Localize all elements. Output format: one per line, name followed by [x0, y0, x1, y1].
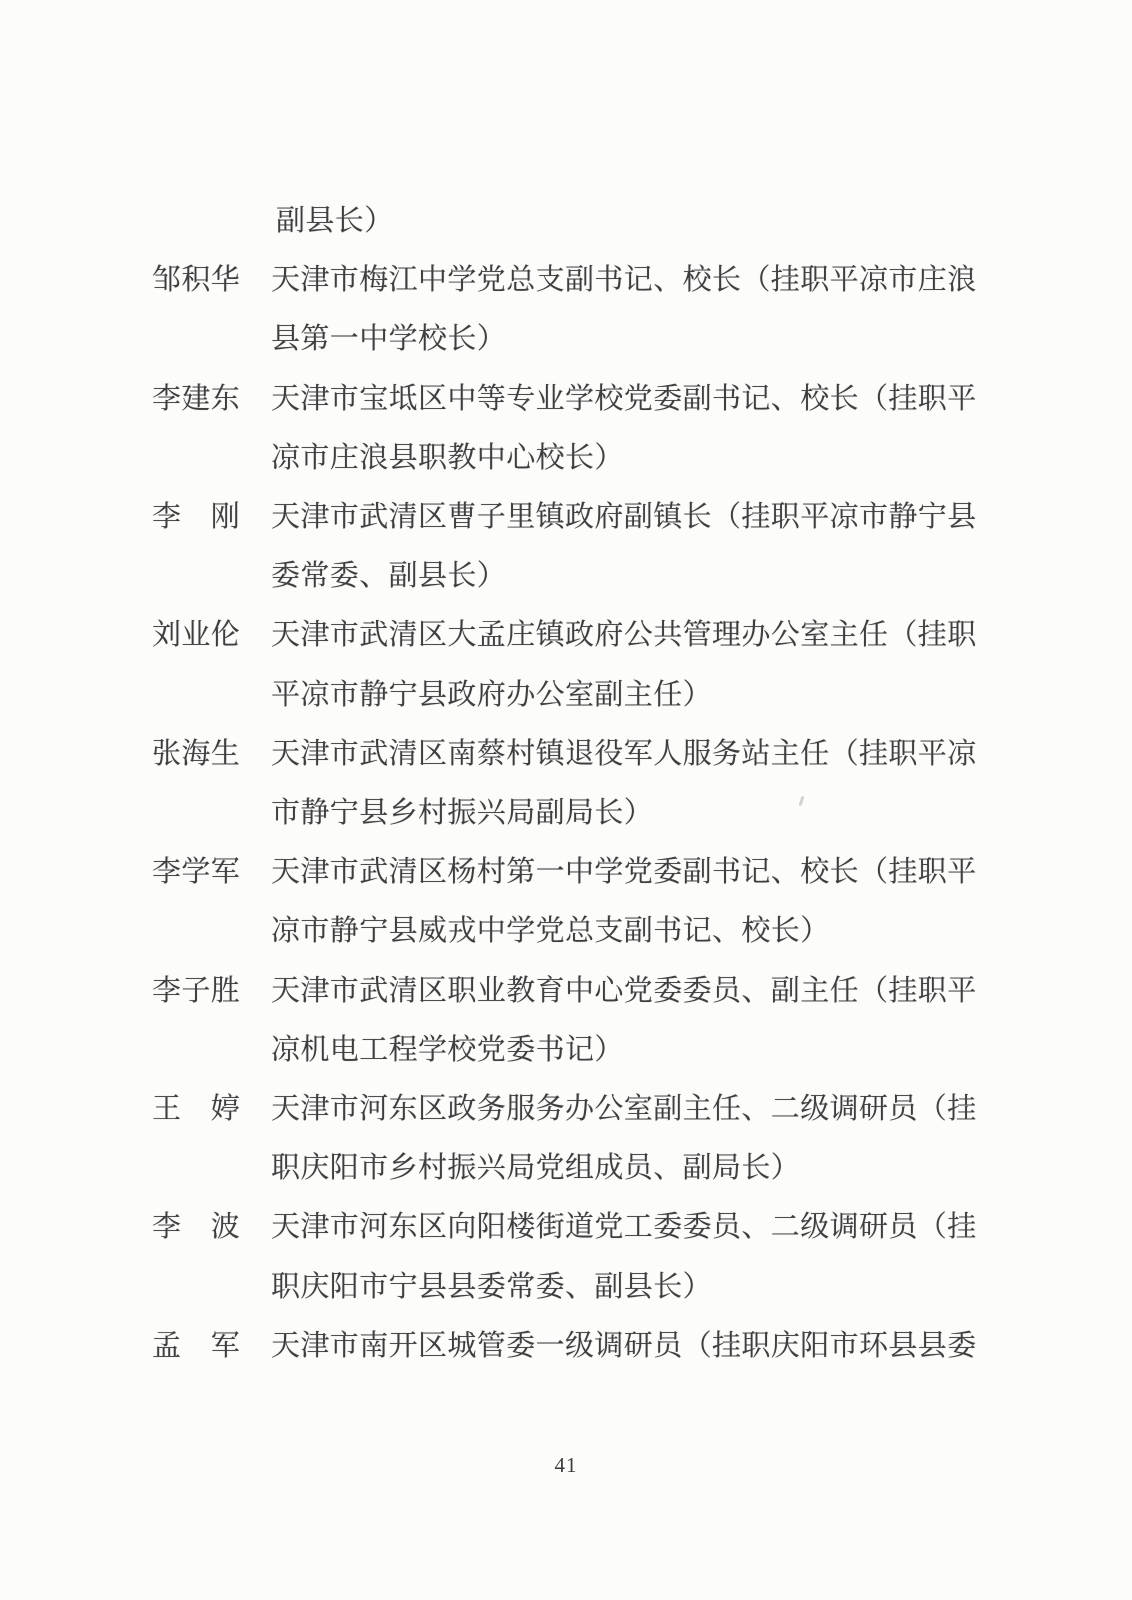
text-line: 天津市武清区大孟庄镇政府公共管理办公室主任（挂职 — [271, 619, 977, 651]
text-line: 县第一中学校长） — [271, 323, 507, 355]
text-line: 凉市庄浪县职教中心校长） — [271, 442, 624, 474]
text-line: 平凉市静宁县政府办公室副主任） — [271, 679, 713, 711]
text-line: 职庆阳市乡村振兴局党组成员、副局长） — [271, 1152, 801, 1184]
text-line: 凉机电工程学校党委书记） — [271, 1034, 624, 1066]
entry-name: 孟 军 — [152, 1330, 241, 1362]
scan-speck — [799, 796, 805, 806]
text-line: 天津市宝坻区中等专业学校党委副书记、校长（挂职平 — [271, 383, 977, 415]
text-line: 天津市南开区城管委一级调研员（挂职庆阳市环县县委 — [271, 1330, 977, 1362]
entry-name: 李建东 — [152, 383, 241, 415]
text-line: 副县长） — [276, 205, 394, 237]
entry-name: 邹积华 — [152, 264, 241, 296]
text-line: 天津市武清区曹子里镇政府副镇长（挂职平凉市静宁县 — [271, 501, 977, 533]
text-line: 天津市梅江中学党总支副书记、校长（挂职平凉市庄浪 — [271, 264, 977, 296]
text-line: 职庆阳市宁县县委常委、副县长） — [271, 1271, 713, 1303]
text-line: 凉市静宁县威戎中学党总支副书记、校长） — [271, 915, 830, 947]
text-line: 市静宁县乡村振兴局副局长） — [271, 797, 654, 829]
text-line: 天津市河东区向阳楼街道党工委委员、二级调研员（挂 — [271, 1211, 977, 1243]
entry-name: 李子胜 — [152, 975, 241, 1007]
page-number: 41 — [554, 1453, 578, 1477]
text-line: 天津市河东区政务服务办公室副主任、二级调研员（挂 — [271, 1093, 977, 1125]
entry-name: 李 波 — [152, 1211, 241, 1243]
entry-name: 李 刚 — [152, 501, 241, 533]
text-line: 天津市武清区职业教育中心党委委员、副主任（挂职平 — [271, 975, 977, 1007]
text-line: 天津市武清区南蔡村镇退役军人服务站主任（挂职平凉 — [271, 738, 977, 770]
entry-name: 王 婷 — [152, 1093, 241, 1125]
text-line: 委常委、副县长） — [271, 560, 507, 592]
entry-name: 李学军 — [152, 856, 241, 888]
entry-name: 刘业伦 — [152, 619, 241, 651]
entry-name: 张海生 — [152, 738, 241, 770]
text-line: 天津市武清区杨村第一中学党委副书记、校长（挂职平 — [271, 856, 977, 888]
